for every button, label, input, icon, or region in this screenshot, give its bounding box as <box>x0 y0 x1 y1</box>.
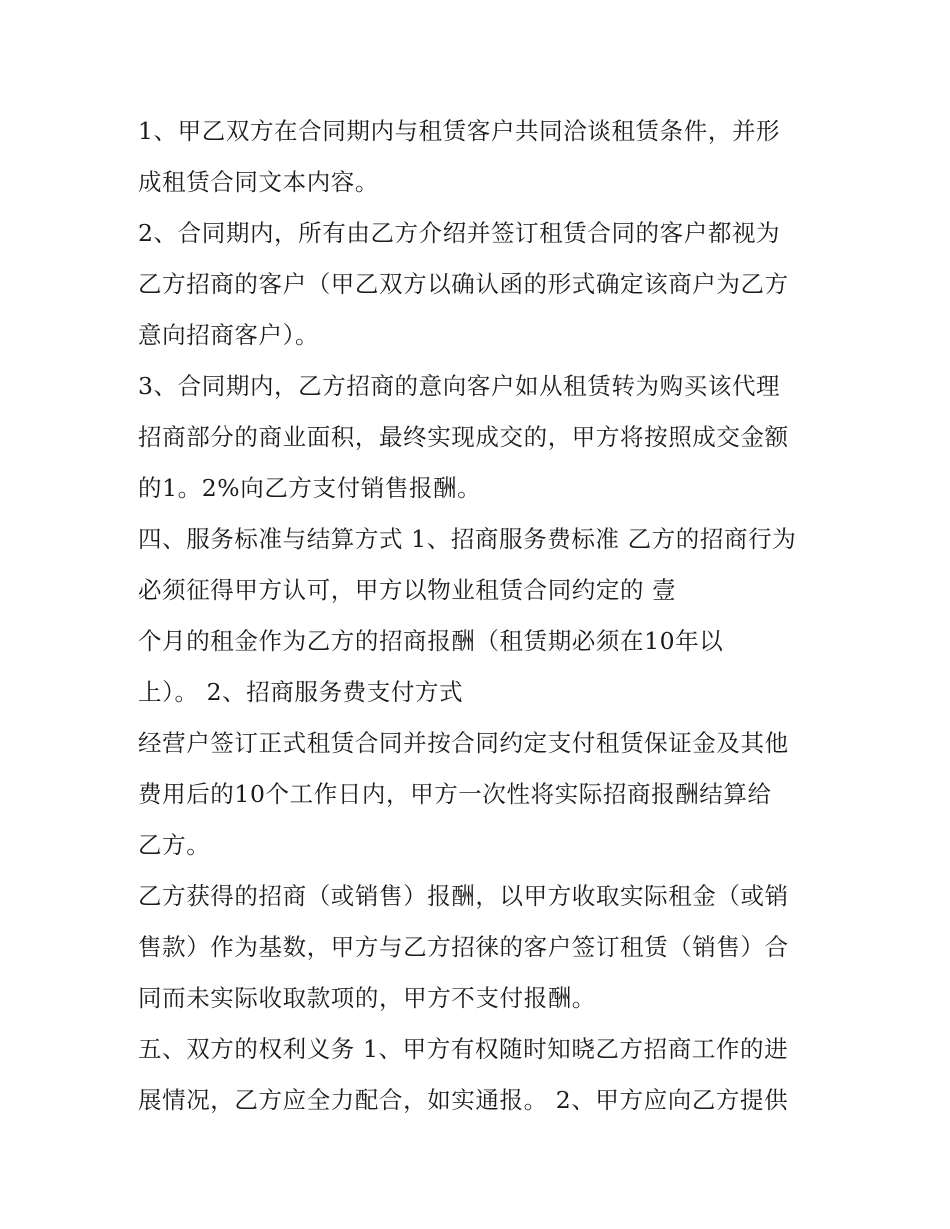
text-line: 乙方。 <box>138 831 211 859</box>
text-line: 3、合同期内，乙方招商的意向客户如从租赁转为购买该代理 <box>138 372 781 400</box>
text-line: 经营户签订正式租赁合同并按合同约定支付租赁保证金及其他 <box>138 729 789 757</box>
text-line: 成租赁合同文本内容。 <box>138 168 379 196</box>
text-line: 的1。2%向乙方支付销售报酬。 <box>138 474 482 502</box>
text-line: 1、甲乙双方在合同期内与租赁客户共同洽谈租赁条件，并形 <box>138 117 781 145</box>
text-line: 费用后的10个工作日内，甲方一次性将实际招商报酬结算给 <box>138 780 772 808</box>
document-body <box>138 106 838 1126</box>
text-line: 上）。 2、招商服务费支付方式 <box>138 678 464 706</box>
text-line: 售款）作为基数，甲方与乙方招徕的客户签订租赁（销售）合 <box>138 933 789 961</box>
text-line: 五、双方的权利义务 1、甲方有权随时知晓乙方招商工作的进 <box>138 1035 789 1063</box>
text-line: 必须征得甲方认可，甲方以物业租赁合同约定的 壹 <box>138 576 677 604</box>
text-line: 乙方获得的招商（或销售）报酬，以甲方收取实际租金（或销 <box>138 882 789 910</box>
text-line: 乙方招商的客户（甲乙双方以确认函的形式确定该商户为乙方 <box>138 270 789 298</box>
text-line: 展情况，乙方应全力配合，如实通报。 2、甲方应向乙方提供 <box>138 1086 789 1114</box>
text-line: 同而未实际收取款项的，甲方不支付报酬。 <box>138 984 596 1012</box>
text-line: 个月的租金作为乙方的招商报酬（租赁期必须在10年以 <box>138 627 724 655</box>
text-line: 意向招商客户）。 <box>138 321 320 349</box>
text-line: 招商部分的商业面积，最终实现成交的，甲方将按照成交金额 <box>138 423 789 451</box>
text-line: 四、服务标准与结算方式 1、招商服务费标准 乙方的招商行为 <box>138 525 797 553</box>
text-line: 2、合同期内，所有由乙方介绍并签订租赁合同的客户都视为 <box>138 219 781 247</box>
